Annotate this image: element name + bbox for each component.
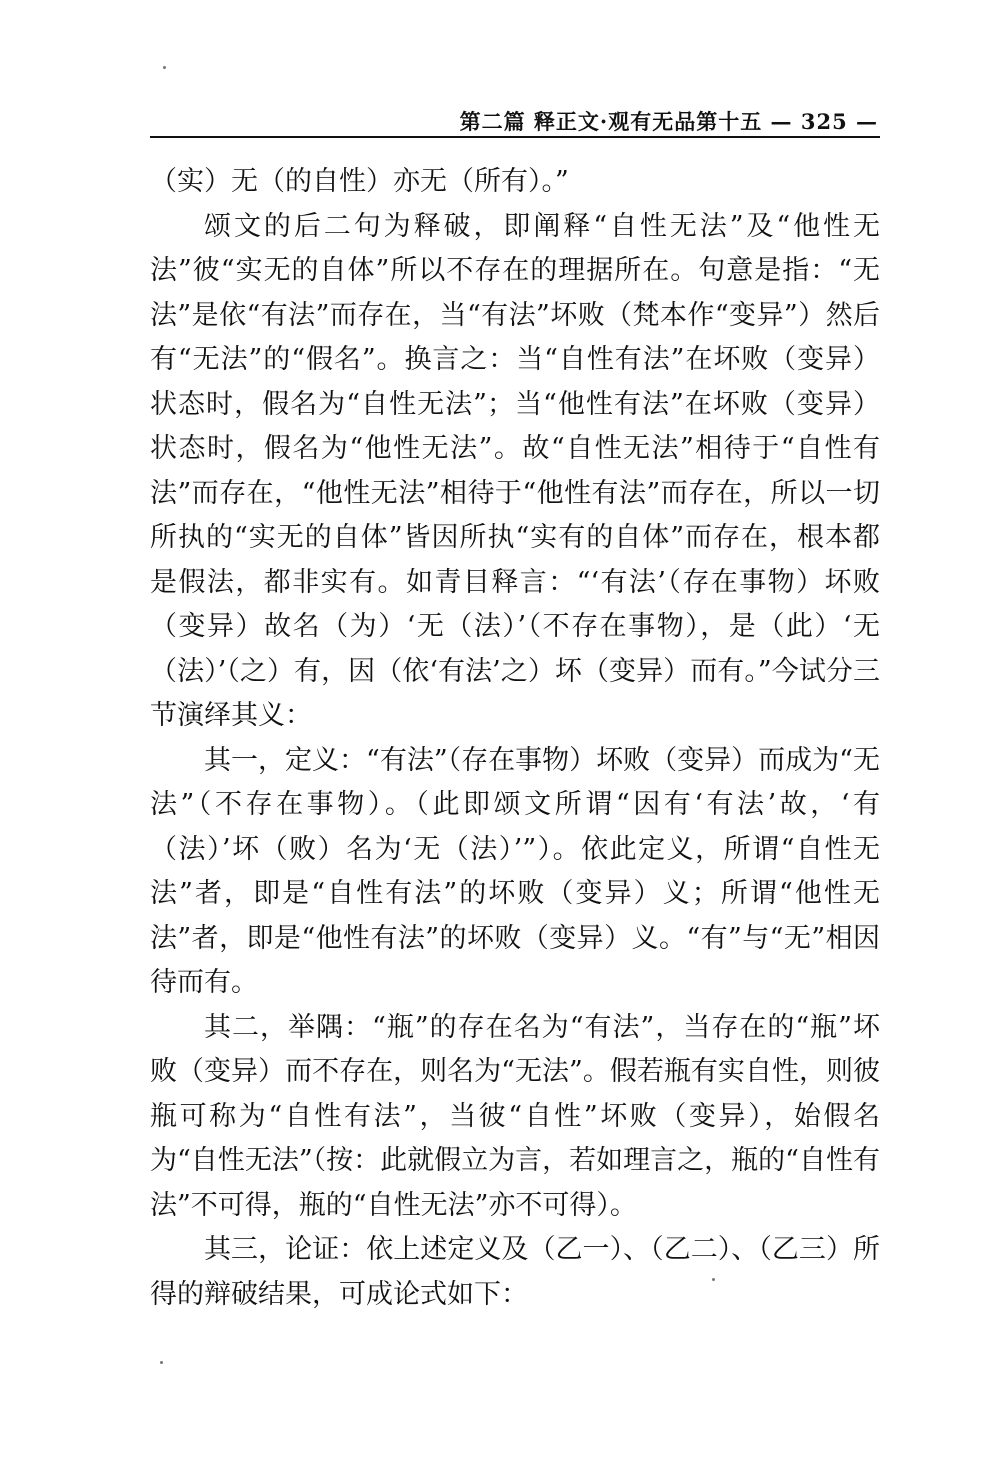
paragraph: 其三，论证：依上述定义及（乙一）、（乙二）、（乙三）所得的辩破结果，可成论式如下： <box>150 1234 880 1310</box>
paragraph: 其二，举隅：“瓶”的存在名为“有法”，当存在的“瓶”坏败（变异）而不存在，则名为“无法”。假若瓶有实自性，则彼瓶可称为“自性有法”，当彼“自性”坏败（变异），始假名为“自性无法”（按：此就假立为言，若如理言之，瓶的“自性有法”不可得，瓶的“自性无法”亦不可得）。 <box>150 1011 880 1221</box>
scan-speck <box>163 66 166 69</box>
paragraph-continuation: （实）无（的自性）亦无（所有）。” <box>150 166 569 197</box>
running-header <box>150 100 880 138</box>
scan-speck <box>160 1361 163 1364</box>
paragraph: 颂文的后二句为释破，即阐释“自性无法”及“他性无法”彼“实无的自体”所以不存在的理据所在。句意是指：“无法”是依“有法”而存在，当“有法”坏败（梵本作“变异”）然后有“无法”的“假名”。换言之：当“自性有法”在坏败（变异）状态时，假名为“自性无法”；当“他性有法”在坏败（变异）状态时，假名为“他性无法”。故“自性无法”相待于“自性有法”而存在，“他性无法”相待于“他性有法”而存在，所以一切所执的“实无的自体”皆因所执“实有的自体”而存在，根本都是假法，都非实有。如青目释言：“‘有法’（存在事物）坏败（变异）故名（为）‘无（法）’（不存在事物），是（此）‘无（法）’（之）有，因（依‘有法’之）坏（变异）而有。”今试分三节演绎其义： <box>150 210 880 731</box>
paragraph: 其一，定义：“有法”（存在事物）坏败（变异）而成为“无法”（不存在事物）。（此即颂文所谓“因有‘有法’故，‘有（法）’坏（败）名为‘无（法）’”）。依此定义，所谓“自性无法”者，即是“自性有法”的坏败（变异）义；所谓“他性无法”者，即是“他性有法”的坏败（变异）义。“有”与“无”相因待而有。 <box>150 744 880 998</box>
header-title: 第二篇 释正文·观有无品第十五 — 325 — <box>459 109 878 134</box>
page-body <box>150 160 880 1317</box>
scan-speck <box>712 1278 715 1281</box>
